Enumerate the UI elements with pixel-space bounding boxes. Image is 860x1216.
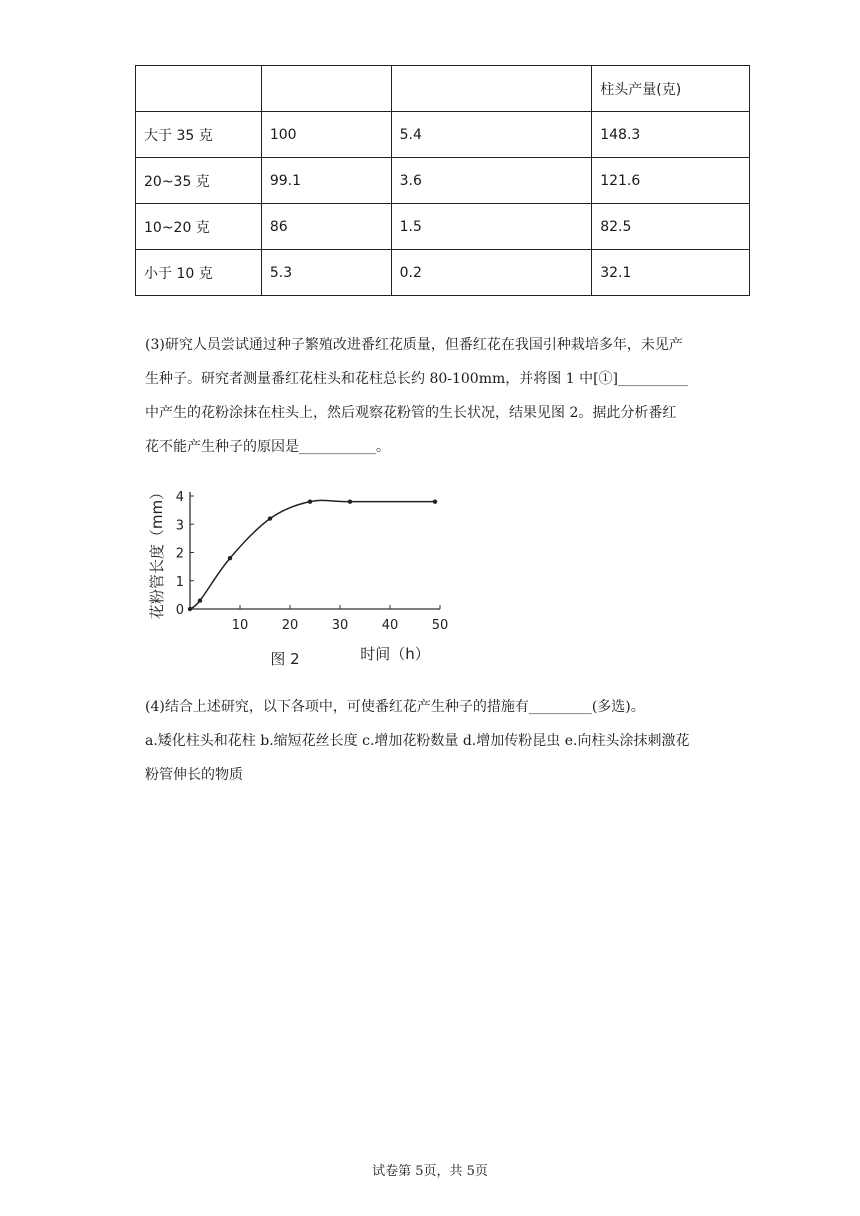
question-4-line: (4)结合上述研究，以下各项中，可使番红花产生种子的措施有_________(多选)。 xyxy=(145,699,645,715)
data-point xyxy=(228,556,232,560)
x-axis-label: 时间（h） xyxy=(360,645,430,663)
question-3 xyxy=(145,328,725,464)
table-row xyxy=(136,204,750,250)
table-cell xyxy=(136,66,262,112)
table-header-row xyxy=(136,66,750,112)
table-cell: 1.5 xyxy=(391,204,592,250)
table-cell: 柱头产量(克) xyxy=(592,66,750,112)
table-row xyxy=(136,250,750,296)
figure-2 xyxy=(140,482,460,672)
question-3-line: 生种子。研究者测量番红花柱头和花柱总长约 80-100mm，并将图 1 中[①]__________ xyxy=(145,371,688,387)
y-tick-label: 0 xyxy=(175,603,184,618)
table-cell: 100 xyxy=(261,112,391,158)
series-line xyxy=(190,500,435,609)
table-cell: 5.4 xyxy=(391,112,592,158)
y-tick-label: 3 xyxy=(175,518,184,534)
table-cell: 10~20 克 xyxy=(136,204,262,250)
table-cell: 82.5 xyxy=(592,204,750,250)
question-4 xyxy=(145,690,725,792)
table-cell: 5.3 xyxy=(261,250,391,296)
page-footer: 试卷第 5页，共 5页 xyxy=(372,1164,488,1179)
y-tick-label: 4 xyxy=(175,490,184,505)
data-point xyxy=(348,499,352,503)
x-tick-label: 10 xyxy=(231,618,249,633)
y-axis-label: 花粉管长度（mm） xyxy=(148,484,166,620)
table-row xyxy=(136,112,750,158)
table-cell: 121.6 xyxy=(592,158,750,204)
figure-caption: 图 2 xyxy=(270,650,300,668)
table-row xyxy=(136,158,750,204)
table-cell: 148.3 xyxy=(592,112,750,158)
data-point xyxy=(198,598,202,602)
data-point xyxy=(268,516,272,520)
table-cell: 32.1 xyxy=(592,250,750,296)
question-4-line: a.矮化柱头和花柱 b.缩短花丝长度 c.增加花粉数量 d.增加传粉昆虫 e.向柱头涂抹刺激花 xyxy=(145,733,690,749)
table-cell: 86 xyxy=(261,204,391,250)
table-cell: 20~35 克 xyxy=(136,158,262,204)
pollen-tube-chart xyxy=(140,482,460,672)
data-table xyxy=(135,65,750,296)
table-cell: 小于 10 克 xyxy=(136,250,262,296)
x-tick-label: 20 xyxy=(281,618,299,633)
data-point xyxy=(308,499,312,503)
table-cell: 大于 35 克 xyxy=(136,112,262,158)
data-table-container xyxy=(135,65,750,296)
y-tick-label: 1 xyxy=(175,574,184,590)
question-3-line: 中产生的花粉涂抹在柱头上，然后观察花粉管的生长状况，结果见图 2。据此分析番红 xyxy=(145,405,677,421)
table-cell xyxy=(261,66,391,112)
data-point xyxy=(433,499,437,503)
table-cell: 99.1 xyxy=(261,158,391,204)
table-cell: 3.6 xyxy=(391,158,592,204)
x-tick-label: 50 xyxy=(431,618,449,633)
data-point xyxy=(188,607,192,611)
question-3-line: 花不能产生种子的原因是___________。 xyxy=(145,439,390,455)
x-tick-label: 30 xyxy=(331,618,349,633)
table-cell xyxy=(391,66,592,112)
question-3-line: (3)研究人员尝试通过种子繁殖改进番红花质量，但番红花在我国引种栽培多年，未见产 xyxy=(145,337,683,353)
table-cell: 0.2 xyxy=(391,250,592,296)
x-tick-label: 40 xyxy=(381,618,399,633)
y-tick-label: 2 xyxy=(175,546,184,562)
question-4-line: 粉管伸长的物质 xyxy=(145,767,243,783)
